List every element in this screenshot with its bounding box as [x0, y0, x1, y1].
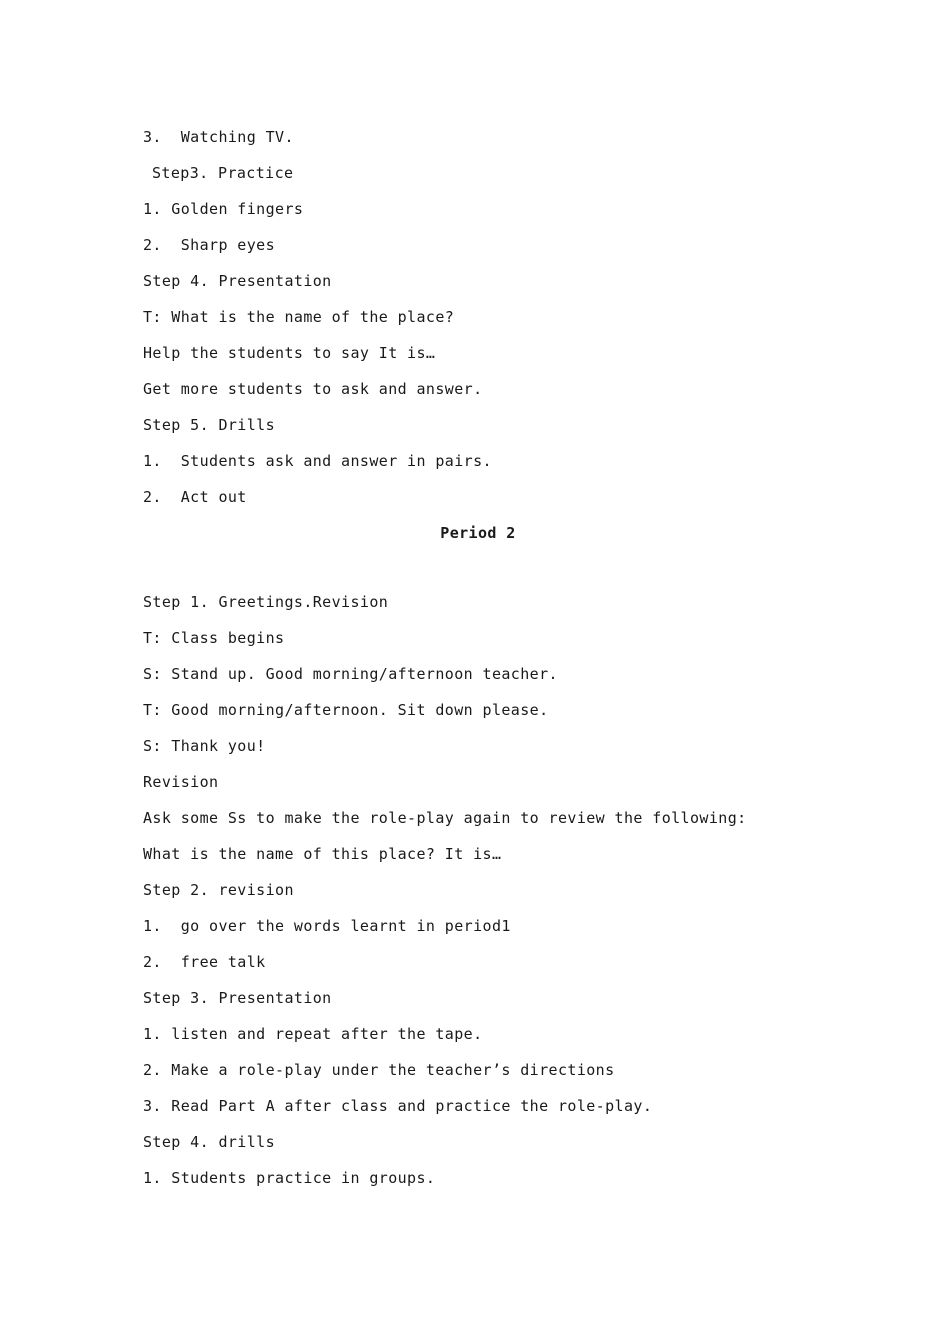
step-heading: Step3. Practice	[152, 164, 294, 182]
text-line: S: Thank you!	[143, 737, 266, 755]
step-heading: Step 5. Drills	[143, 416, 276, 434]
period-heading: Period 2	[440, 524, 516, 542]
step-heading: Step 3. Presentation	[143, 989, 332, 1007]
text-line: 2. Sharp eyes	[143, 236, 276, 254]
text-line: 1. Students practice in groups.	[143, 1169, 436, 1187]
text-line: Help the students to say It is…	[143, 344, 436, 362]
text-line: T: What is the name of the place?	[143, 308, 455, 326]
text-line: 2. free talk	[143, 953, 266, 971]
text-line: Ask some Ss to make the role-play again to review the following:	[143, 809, 747, 827]
text-line: 2. Make a role-play under the teacher’s directions	[143, 1061, 615, 1079]
step-heading: Step 1. Greetings.Revision	[143, 593, 389, 611]
text-line: Revision	[143, 773, 219, 791]
step-heading: Step 2. revision	[143, 881, 294, 899]
text-line: 1. Golden fingers	[143, 200, 304, 218]
text-line: 3. Watching TV.	[143, 128, 294, 146]
text-line: S: Stand up. Good morning/afternoon teacher.	[143, 665, 558, 683]
step-heading: Step 4. Presentation	[143, 272, 332, 290]
text-line: 3. Read Part A after class and practice the role-play.	[143, 1097, 653, 1115]
text-line: 1. Students ask and answer in pairs.	[143, 452, 492, 470]
text-line: T: Class begins	[143, 629, 285, 647]
text-line: 1. listen and repeat after the tape.	[143, 1025, 483, 1043]
text-line: What is the name of this place? It is…	[143, 845, 502, 863]
step-heading: Step 4. drills	[143, 1133, 276, 1151]
text-line: Get more students to ask and answer.	[143, 380, 483, 398]
text-line: T: Good morning/afternoon. Sit down please.	[143, 701, 549, 719]
document-body	[143, 126, 813, 1203]
text-line: 1. go over the words learnt in period1	[143, 917, 511, 935]
text-line: 2. Act out	[143, 488, 247, 506]
